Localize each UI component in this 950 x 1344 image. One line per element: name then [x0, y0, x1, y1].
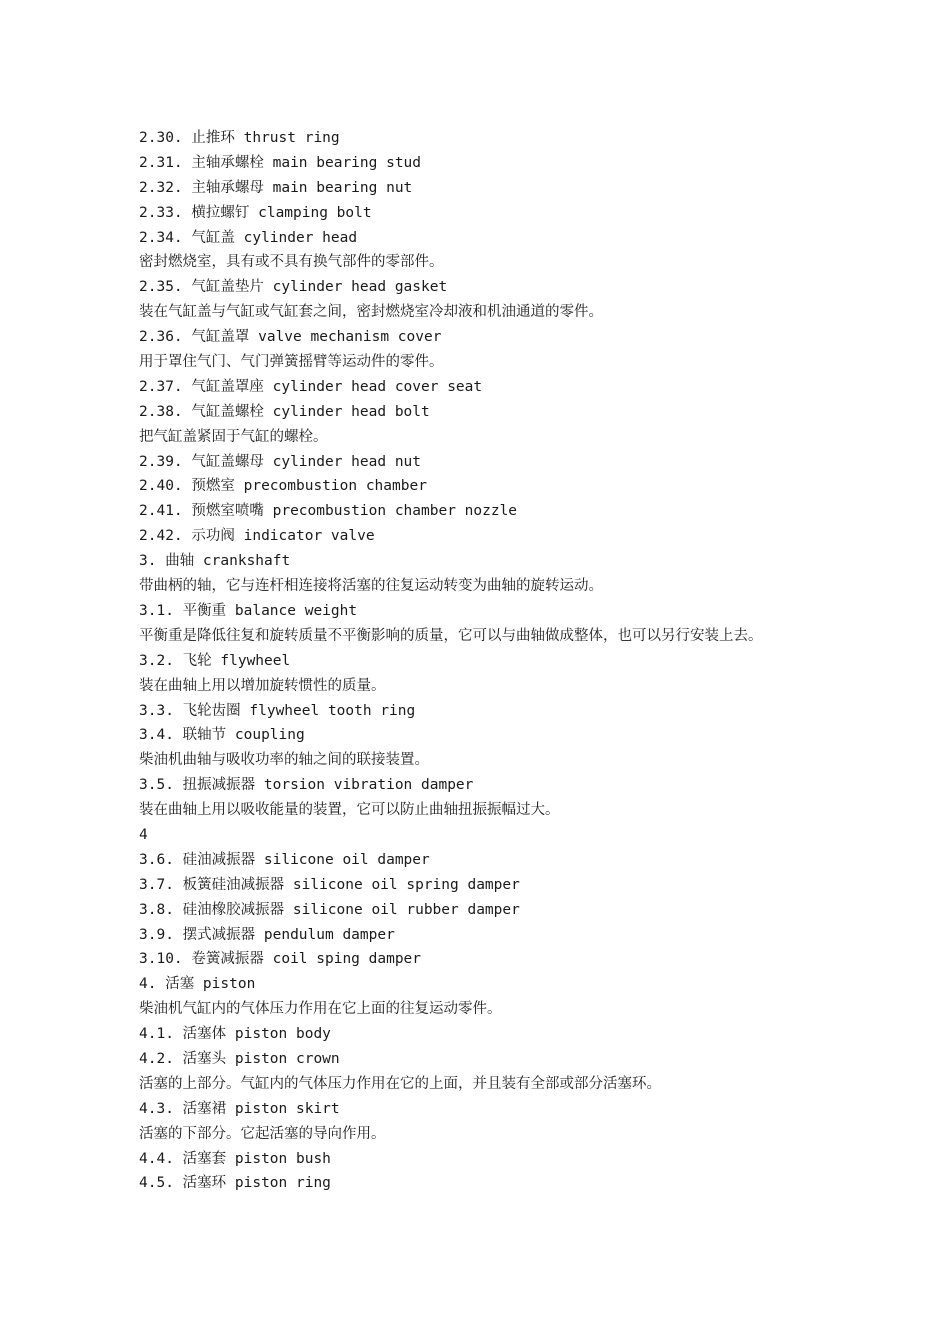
term-3-3: 3.3. 飞轮齿圈 flywheel tooth ring [139, 702, 416, 719]
term-3-7: 3.7. 板簧硅油减振器 silicone oil spring damper [139, 876, 520, 893]
definition-3-2: 装在曲轴上用以增加旋转惯性的质量。 [139, 677, 386, 694]
term-2-40: 2.40. 预燃室 precombustion chamber [139, 478, 427, 495]
term-2-41: 2.41. 预燃室喷嘴 precombustion chamber nozzle [139, 503, 518, 520]
definition-2-38: 把气缸盖紧固于气缸的螺栓。 [139, 428, 328, 445]
term-2-34: 2.34. 气缸盖 cylinder head [139, 229, 358, 246]
definition-3-4: 柴油机曲轴与吸收功率的轴之间的联接装置。 [139, 752, 429, 769]
term-3-2: 3.2. 飞轮 flywheel [139, 652, 291, 669]
term-3-9: 3.9. 摆式减振器 pendulum damper [139, 926, 395, 943]
definition-2-36: 用于罩住气门、气门弹簧摇臂等运动件的零件。 [139, 354, 444, 371]
term-2-30: 2.30. 止推环 thrust ring [139, 130, 340, 146]
term-4-5: 4.5. 活塞环 piston ring [139, 1175, 331, 1192]
definition-2-34: 密封燃烧室，具有或不具有换气部件的零部件。 [139, 254, 444, 271]
term-2-38: 2.38. 气缸盖螺栓 cylinder head bolt [139, 403, 430, 420]
term-3-4: 3.4. 联轴节 coupling [139, 727, 305, 744]
term-4-4: 4.4. 活塞套 piston bush [139, 1150, 331, 1167]
term-2-32: 2.32. 主轴承螺母 main bearing nut [139, 179, 413, 196]
definition-3-1: 平衡重是降低往复和旋转质量不平衡影响的质量，它可以与曲轴做成整体，也可以另行安装上去。 [139, 627, 763, 644]
section-heading-4: 4. 活塞 piston [139, 976, 256, 993]
term-4-2: 4.2. 活塞头 piston crown [139, 1050, 340, 1067]
term-2-31: 2.31. 主轴承螺栓 main bearing stud [139, 154, 422, 171]
term-4-1: 4.1. 活塞体 piston body [139, 1026, 331, 1043]
term-2-39: 2.39. 气缸盖螺母 cylinder head nut [139, 453, 422, 470]
definition-4-2: 活塞的上部分。气缸内的气体压力作用在它的上面，并且装有全部或部分活塞环。 [139, 1075, 661, 1092]
definition-4-3: 活塞的下部分。它起活塞的导向作用。 [139, 1125, 386, 1142]
term-3-8: 3.8. 硅油橡胶减振器 silicone oil rubber damper [139, 901, 520, 918]
term-2-37: 2.37. 气缸盖罩座 cylinder head cover seat [139, 378, 483, 395]
document-page [139, 126, 829, 1196]
definition-2-35: 装在气缸盖与气缸或气缸套之间，密封燃烧室冷却液和机油通道的零件。 [139, 304, 603, 321]
term-3-10: 3.10. 卷簧减振器 coil sping damper [139, 951, 422, 968]
term-2-35: 2.35. 气缸盖垫片 cylinder head gasket [139, 279, 448, 296]
term-4-3: 4.3. 活塞裙 piston skirt [139, 1100, 340, 1117]
definition-3-5: 装在曲轴上用以吸收能量的装置，它可以防止曲轴扭振振幅过大。 [139, 802, 560, 819]
term-2-36: 2.36. 气缸盖罩 valve mechanism cover [139, 329, 442, 346]
section-heading-3: 3. 曲轴 crankshaft [139, 553, 291, 570]
term-3-6: 3.6. 硅油减振器 silicone oil damper [139, 851, 430, 868]
term-3-1: 3.1. 平衡重 balance weight [139, 602, 358, 619]
page-number: 4 [139, 826, 148, 843]
term-2-42: 2.42. 示功阀 indicator valve [139, 528, 375, 545]
definition-3: 带曲柄的轴，它与连杆相连接将活塞的往复运动转变为曲轴的旋转运动。 [139, 578, 603, 595]
term-2-33: 2.33. 横拉螺钉 clamping bolt [139, 204, 372, 221]
term-3-5: 3.5. 扭振减振器 torsion vibration damper [139, 777, 474, 794]
definition-4: 柴油机气缸内的气体压力作用在它上面的往复运动零件。 [139, 1001, 502, 1018]
